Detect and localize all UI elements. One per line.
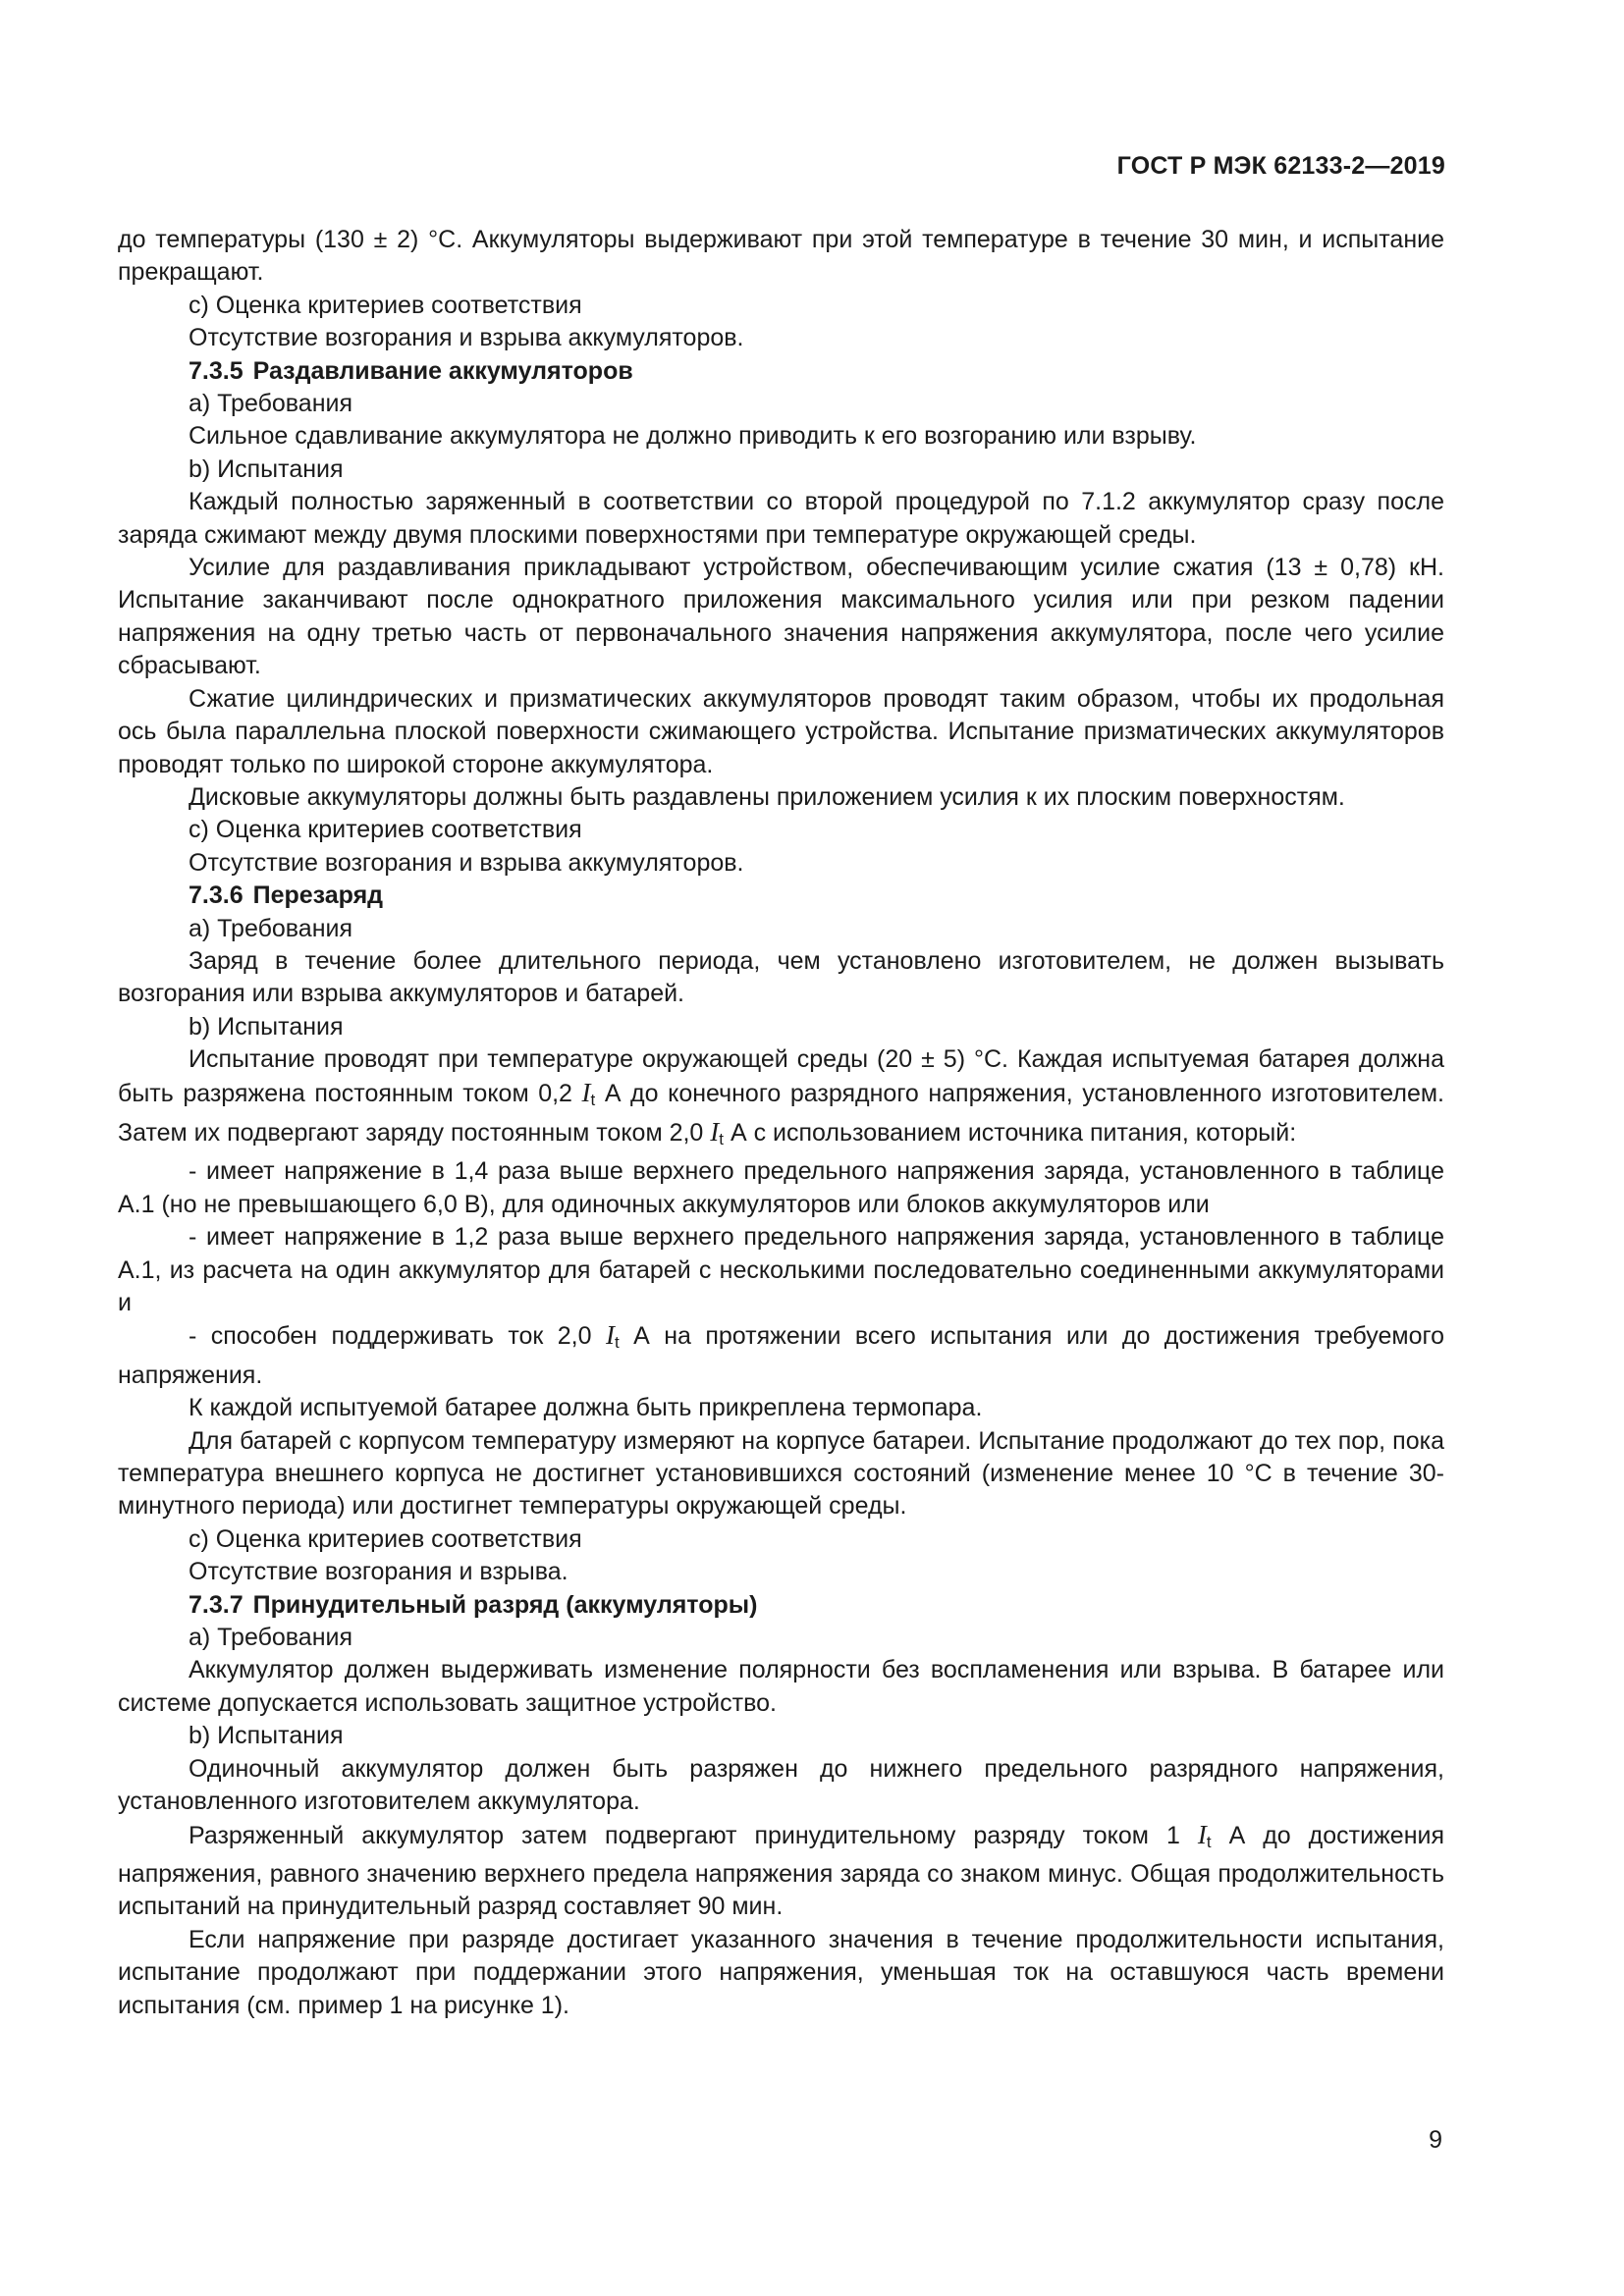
- section-number: 7.3.7: [189, 1590, 244, 1619]
- paragraph: Отсутствие возгорания и взрыва.: [189, 1558, 568, 1586]
- current-symbol: I: [605, 1320, 615, 1351]
- current-symbol: I: [1197, 1819, 1207, 1849]
- list-item: а) Требования: [189, 1624, 353, 1652]
- current-subscript: t: [590, 1090, 596, 1109]
- paragraph: Если напряжение при разряде достигает указанного значения в течение продолжительности испытания, испытание продолжают при поддержании этого напряжения, уменьшая ток на оставшуюся часть времени испытания (см. пример 1 на рисунке 1).: [118, 1925, 1444, 2019]
- list-item: а) Требования: [189, 914, 353, 942]
- text-run: - способен поддерживать ток 2,0: [189, 1322, 592, 1351]
- paragraph: Отсутствие возгорания и взрыва аккумуляторов.: [189, 848, 744, 877]
- list-item: с) Оценка критериев соответствия: [189, 816, 582, 844]
- text-run: Испытание проводят при температуре окружающей среды (20 ± 5) °С. Каждая испытуемая батарея должна быть разряжена постоянным током 0,2: [118, 1045, 1444, 1107]
- current-symbol: I: [710, 1116, 720, 1147]
- current-symbol: I: [581, 1077, 591, 1107]
- paragraph: Для батарей с корпусом температуру измеряют на корпусе батареи. Испытание продолжают до тех пор, пока температура внешнего корпуса не достигнет установившихся состояний (изменение менее 10 °С в течение 30-минутного периода) или достигнет температуры окружающей среды.: [118, 1426, 1444, 1521]
- list-item: b) Испытания: [189, 1722, 344, 1750]
- current-subscript: t: [1206, 1832, 1212, 1851]
- current-subscript: t: [719, 1129, 725, 1148]
- page-number: 9: [1429, 2126, 1442, 2154]
- paragraph: Дисковые аккумуляторы должны быть раздавлены приложением усилия к их плоским поверхностям.: [189, 782, 1345, 811]
- paragraph: Усилие для раздавливания прикладывают устройством, обеспечивающим усилие сжатия (13 ± 0,78) кН. Испытание заканчивают после однократного приложения максимального усилия или при резком падении напряжения на одну третью часть от первоначального значения напряжения аккумулятора, после чего усилие сбрасывают.: [118, 554, 1444, 680]
- list-item: - имеет напряжение в 1,4 раза выше верхнего предельного напряжения заряда, установленного в таблице А.1 (но не превышающего 6,0 В), для одиночных аккумуляторов или блоков аккумуляторов или: [118, 1157, 1444, 1218]
- paragraph: Отсутствие возгорания и взрыва аккумуляторов.: [189, 324, 744, 352]
- section-title: Раздавливание аккумуляторов: [252, 356, 633, 385]
- section-heading: [118, 1589, 1444, 1622]
- list-item: b) Испытания: [189, 1012, 344, 1041]
- document-body: [118, 224, 1444, 2022]
- paragraph: Сильное сдавливание аккумулятора не должно приводить к его возгоранию или взрыву.: [189, 422, 1197, 451]
- text-run: Разряженный аккумулятор затем подвергают принудительному разряду током 1: [189, 1821, 1180, 1849]
- list-item: [118, 1319, 1444, 1392]
- paragraph: Каждый полностью заряженный в соответствии со второй процедурой по 7.1.2 аккумулятор сразу после заряда сжимают между двумя плоскими поверхностями при температуре окружающей среды.: [118, 488, 1444, 549]
- current-subscript: t: [614, 1333, 620, 1353]
- paragraph: Заряд в течение более длительного периода, чем установлено изготовителем, не должен вызывать возгорания или взрыва аккумуляторов и батарей.: [118, 946, 1444, 1008]
- paragraph: К каждой испытуемой батарее должна быть прикреплена термопара.: [189, 1394, 983, 1422]
- text-run: А до достижения напряжения, равного значению верхнего предела напряжения заряда со знаком минус. Общая продолжительность испытаний на принудительный разряд составляет 90 мин.: [118, 1821, 1445, 1921]
- section-heading: [118, 880, 1444, 912]
- section-heading: [118, 355, 1444, 388]
- paragraph: [118, 1819, 1444, 1924]
- section-number: 7.3.6: [189, 881, 244, 910]
- paragraph: до температуры (130 ± 2) °С. Аккумуляторы выдерживают при этой температуре в течение 30 мин, и испытание прекращают.: [118, 226, 1444, 287]
- paragraph: [118, 1043, 1444, 1155]
- list-item: с) Оценка критериев соответствия: [189, 1524, 582, 1553]
- paragraph: Сжатие цилиндрических и призматических аккумуляторов проводят таким образом, чтобы их продольная ось была параллельна плоской поверхности сжимающего устройства. Испытание призматических аккумуляторов проводят только по широкой стороне аккумулятора.: [118, 684, 1444, 778]
- list-item: - имеет напряжение в 1,2 раза выше верхнего предельного напряжения заряда, установленного в таблице А.1, из расчета на один аккумулятор для батарей с несколькими последовательно соединенными аккумуляторами и: [118, 1223, 1444, 1316]
- paragraph: Одиночный аккумулятор должен быть разряжен до нижнего предельного разрядного напряжения, установленного изготовителем аккумулятора.: [118, 1754, 1444, 1816]
- text-run: А на протяжении всего испытания или до достижения требуемого напряжения.: [118, 1322, 1444, 1389]
- list-item: а) Требования: [189, 390, 353, 418]
- document-code-header: ГОСТ Р МЭК 62133-2—2019: [1116, 152, 1445, 180]
- list-item: b) Испытания: [189, 454, 344, 483]
- paragraph: Аккумулятор должен выдерживать изменение полярности без воспламенения или взрыва. В батарее или системе допускается использовать защитное устройство.: [118, 1656, 1444, 1717]
- text-run: А с использованием источника питания, который:: [730, 1118, 1297, 1147]
- section-number: 7.3.5: [189, 356, 244, 385]
- section-title: Перезаряд: [252, 881, 384, 910]
- list-item: с) Оценка критериев соответствия: [189, 291, 582, 319]
- text-run: А до конечного разрядного напряжения, установленного изготовителем. Затем их подвергают заряду постоянным током 2,0: [118, 1079, 1444, 1147]
- section-title: Принудительный разряд (аккумуляторы): [252, 1590, 758, 1619]
